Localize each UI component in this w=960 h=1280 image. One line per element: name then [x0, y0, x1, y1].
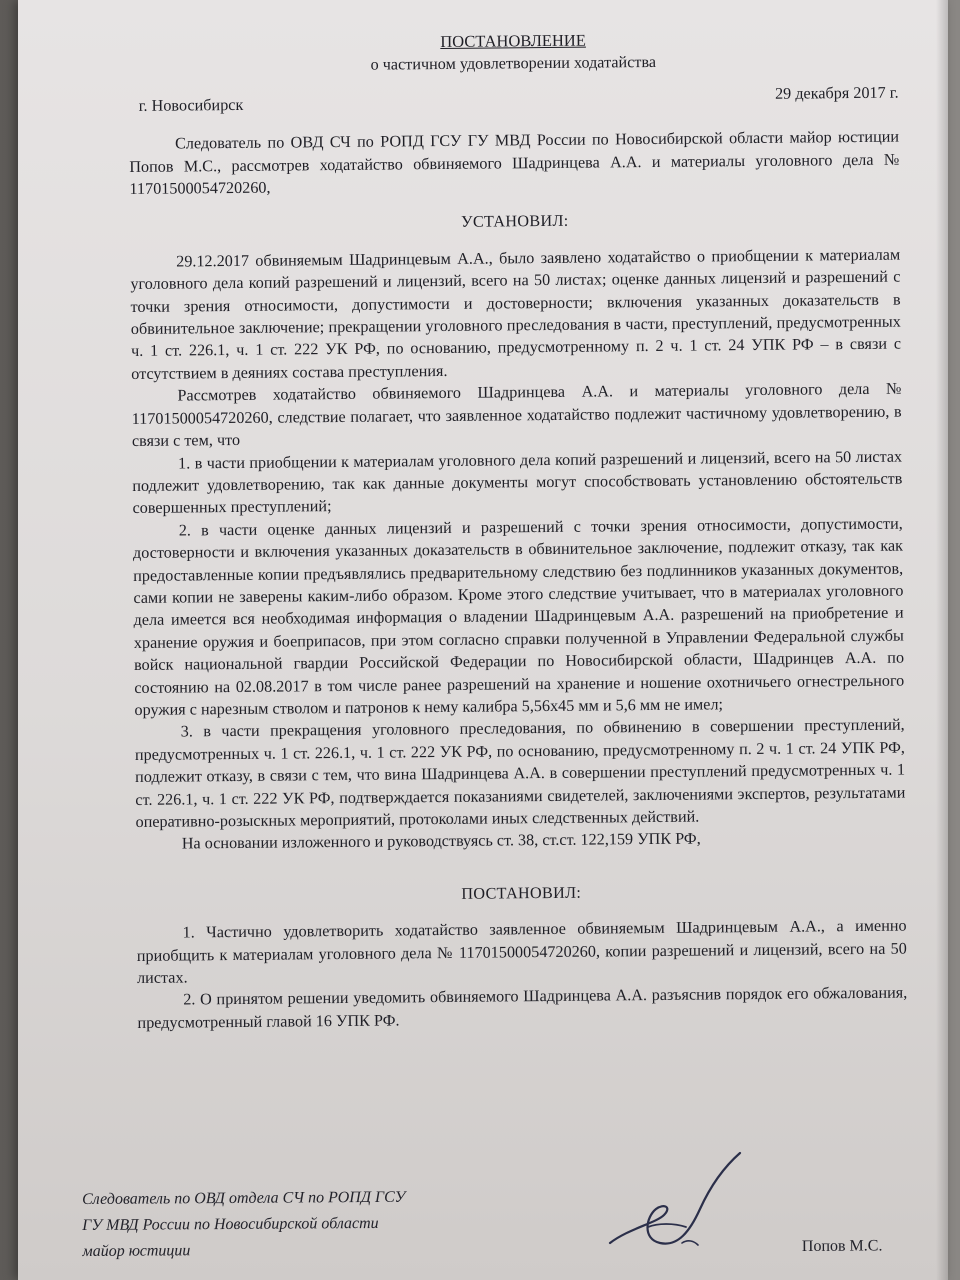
document-body	[128, 27, 908, 1035]
city-label: г. Новосибирск	[138, 95, 244, 115]
established-paragraph: 1. в части приобщении к материалам уголовного дела копий разрешений и лицензий, всего на 50 листах подлежит удовлетворению, так как данные документы могут способствовать установлению обстоятельств совершенных преступлений;	[132, 447, 903, 518]
intro-paragraph: Следователь по ОВД СЧ по РОПД ГСУ ГУ МВД России по Новосибирской области майор юстиции Попов М.С., рассмотрев ходатайство обвиняемого Шадринцева А.А. и материалы уголовного дела № 11701500054720260,	[129, 127, 900, 199]
established-paragraph: На основании изложенного и руководствуясь ст. 38, ст.ст. 122,159 УПК РФ,	[181, 829, 701, 853]
signatory-line: ГУ МВД России по Новосибирской области	[82, 1214, 379, 1234]
resolved-paragraph: 1. Частично удовлетворить ходатайство заявленное обвиняемым Шадринцевым А.А., а именно приобщить к материалам уголовного дела № 11701500054720260, копии разрешений и лицензий, всего на 50 листах.	[136, 916, 907, 987]
established-paragraph: 2. в части оценке данных лицензий и разрешений с точки зрения относимости, допустимости, достоверности и включения указанных доказательств в обвинительное заключение, подлежит отказу, так как предоставленные копии предъявлялись предварительному следствию без подлинников указанных документов, сами копии не заверены каким-либо образом. Кроме этого следствие учитывает, что в материалах уголовного дела имеется вся необходимая информация о владении Шадринцевым А.А. разрешений на приобретение и хранение оружия и боеприпасов, при этом согласно справки полученной в Управлении Федеральной службы войск национальной гвардии Российской Федерации по Новосибирской области, Шадринцев А.А. по состоянию на 02.08.2017 в том числе ранее разрешений на хранение и ношение охотничьего огнестрельного оружия с нарезным стволом и патронов к нему калибра 5,56x45 мм и 5,6 мм не имел;	[132, 514, 905, 719]
resolved-heading: ПОСТАНОВИЛ:	[461, 883, 582, 903]
signatory-line: Следователь по ОВД отдела СЧ по РОПД ГСУ	[82, 1188, 406, 1208]
signatory-line: майор юстиции	[82, 1242, 191, 1260]
paper-sheet	[18, 0, 948, 1280]
document-title: ПОСТАНОВЛЕНИЕ	[440, 30, 586, 52]
signatory-name: Попов М.С.	[801, 1237, 883, 1255]
established-paragraph: Рассмотрев ходатайство обвиняемого Шадринцева А.А. и материалы уголовного дела № 11701500054720260, следствие полагает, что заявленное ходатайство подлежит частичному удовлетворению, в связи с тем, что	[131, 379, 902, 451]
document-date: 29 декабря 2017 г.	[774, 83, 899, 103]
signature-block	[82, 1181, 903, 1267]
document-subtitle: о частичном удовлетворении ходатайства	[370, 53, 657, 75]
established-heading: УСТАНОВИЛ:	[461, 212, 569, 232]
established-paragraph: 3. в части прекращения уголовного преследования, по обвинению в совершении преступлений, предусмотренных ч. 1 ст. 226.1, ч. 1 ст. 222 УК РФ, по основанию, предусмотренному п. 2 ч. 1 ст. 24 УПК РФ, подлежит отказу, в связи с тем, что вина Шадринцева А.А. в совершении преступлений предусмотренных ч. 1 ст. 226.1, ч. 1 ст. 222 УК РФ, подтверждается показаниями свидетелей, заключениями экспертов, результатами оперативно-розыскных мероприятий, протоколами иных следственных действий.	[134, 715, 906, 831]
signatory-title	[82, 1185, 406, 1265]
resolved-paragraph: 2. О принятом решении уведомить обвиняемого Шадринцева А.А. разъяснив порядок его обжалования, предусмотренный главой 16 УПК РФ.	[137, 984, 908, 1032]
established-paragraph: 29.12.2017 обвиняемым Шадринцевым А.А., было заявлено ходатайство о приобщении к материалам уголовного дела копий разрешений и лицензий, всего на 50 листах; оценке данных лицензий и разрешений с точки зрения относимости, допустимости и достоверности; включения указанных доказательств в обвинительное заключение; прекращении уголовного преследования в части, преступлений, предусмотренных ч. 1 ст. 226.1, ч. 1 ст. 222 УК РФ, по основанию, предусмотренному п. 2 ч. 1 ст. 24 УПК РФ – в связи с отсутствием в деяниях состава преступления.	[130, 245, 902, 383]
paper-edge-shadow	[936, 0, 948, 1280]
place-date-row	[138, 83, 899, 117]
